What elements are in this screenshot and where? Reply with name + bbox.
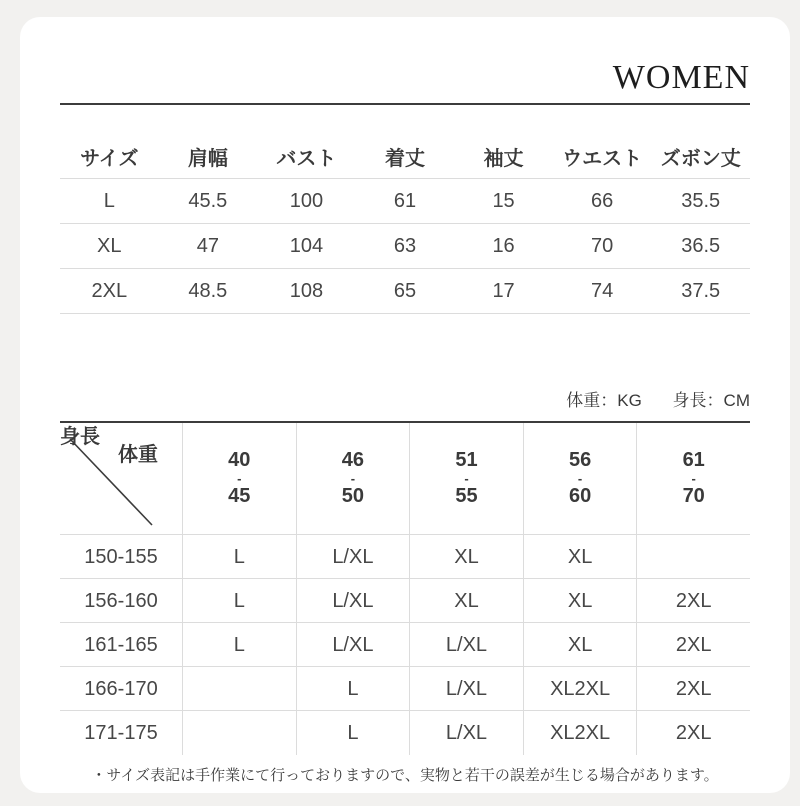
fit-cell: L/XL	[296, 623, 410, 667]
size-table-header-length: 着丈	[384, 148, 425, 170]
fit-cell: XL	[523, 535, 637, 579]
size-cell: 35.5	[681, 189, 721, 212]
fit-cell: L/XL	[409, 667, 523, 711]
weight-range-header	[523, 423, 637, 534]
height-range-label: 156-160	[84, 590, 158, 612]
fit-cell: XL	[523, 623, 637, 667]
weight-range-header	[636, 423, 750, 534]
size-cell: 2XL	[91, 279, 128, 302]
size-cell: 108	[289, 279, 324, 302]
size-cell: 70	[591, 234, 614, 257]
size-cell: 48.5	[188, 279, 228, 302]
fit-cell: L/XL	[296, 535, 410, 579]
size-cell: 15	[492, 189, 515, 212]
weight-range-header	[409, 423, 523, 534]
fit-cell: XL	[409, 579, 523, 623]
fit-cell: L/XL	[409, 623, 523, 667]
units-label	[60, 386, 750, 411]
fit-cell: XL	[523, 579, 637, 623]
range-from: 40	[228, 449, 251, 471]
fit-table-header-row	[60, 423, 750, 535]
height-unit-label: 身長：CM	[672, 391, 750, 410]
height-range-label: 161-165	[84, 634, 158, 656]
fit-cell: L/XL	[409, 711, 523, 755]
fit-table-row	[60, 711, 750, 755]
size-cell: 45.5	[188, 189, 228, 212]
range-dash: -	[237, 471, 242, 486]
page-title: WOMEN	[612, 59, 750, 96]
height-range-label: 171-175	[84, 722, 158, 744]
range-to: 70	[682, 485, 705, 507]
size-cell: 16	[492, 234, 515, 257]
title-rule	[60, 103, 750, 105]
size-table-header-shoulder: 肩幅	[187, 148, 228, 170]
range-to: 45	[228, 485, 251, 507]
fit-table	[60, 421, 750, 755]
fit-cell: L	[182, 579, 296, 623]
fit-cell: 2XL	[636, 711, 750, 755]
size-table-header-bust: バスト	[276, 148, 337, 170]
fit-cell: XL2XL	[523, 667, 637, 711]
fit-cell: 2XL	[636, 667, 750, 711]
size-cell: 104	[289, 234, 324, 257]
range-dash: -	[350, 471, 356, 486]
size-cell: 36.5	[681, 234, 721, 257]
range-from: 61	[682, 449, 705, 471]
size-chart-card	[20, 17, 790, 793]
fit-cell: XL2XL	[523, 711, 637, 755]
range-to: 50	[341, 485, 365, 507]
fit-cell: L	[296, 711, 410, 755]
size-table-header-size: サイズ	[80, 148, 139, 170]
height-range-label: 166-170	[84, 678, 158, 700]
table-row-size-l	[60, 179, 750, 224]
size-cell: 37.5	[681, 279, 721, 302]
range-from: 51	[455, 449, 478, 471]
range-dash: -	[577, 471, 583, 486]
size-cell: 65	[393, 279, 417, 302]
table-row-size-2xl	[60, 269, 750, 314]
weight-range-header	[182, 423, 296, 534]
size-disclaimer-note: ・サイズ表記は手作業にて行っておりますので、実物と若干の誤差が生じる場合があります。	[91, 767, 719, 784]
size-table-header-waist: ウエスト	[562, 148, 643, 170]
size-cell: L	[103, 189, 115, 212]
size-cell: 63	[393, 234, 417, 257]
size-cell: 17	[492, 279, 515, 302]
fit-cell: XL	[409, 535, 523, 579]
fit-cell: 2XL	[636, 623, 750, 667]
fit-cell	[182, 711, 296, 755]
range-to: 55	[455, 485, 478, 507]
fit-cell: L	[182, 535, 296, 579]
range-to: 60	[568, 485, 592, 507]
size-cell: 47	[196, 234, 219, 257]
size-cell: XL	[97, 234, 122, 257]
fit-table-row	[60, 535, 750, 579]
size-cell: 61	[393, 189, 417, 212]
corner-height-label: 身長	[60, 426, 100, 448]
fit-cell	[182, 667, 296, 711]
fit-cell	[636, 535, 750, 579]
size-cell: 74	[591, 279, 614, 302]
range-dash: -	[464, 471, 469, 486]
height-range-label: 150-155	[84, 546, 158, 568]
fit-cell: L	[296, 667, 410, 711]
size-table-header-row	[60, 135, 750, 179]
fit-cell: L	[182, 623, 296, 667]
fit-cell: L/XL	[296, 579, 410, 623]
weight-range-header	[296, 423, 410, 534]
table-row-size-xl	[60, 224, 750, 269]
size-table-header-pants: ズボン丈	[660, 148, 741, 170]
fit-cell: 2XL	[636, 579, 750, 623]
fit-table-row	[60, 579, 750, 623]
range-from: 56	[568, 449, 592, 471]
size-table-header-sleeve: 袖丈	[483, 148, 524, 170]
size-cell: 66	[591, 189, 614, 212]
weight-unit-label: 体重：KG	[566, 391, 642, 410]
fit-table-row	[60, 623, 750, 667]
size-measurements-table	[60, 135, 750, 314]
corner-weight-label: 体重	[118, 444, 158, 466]
range-from: 46	[341, 449, 365, 471]
fit-table-row	[60, 667, 750, 711]
range-dash: -	[691, 471, 696, 486]
size-cell: 100	[289, 189, 324, 212]
fit-table-corner-cell	[60, 423, 182, 467]
